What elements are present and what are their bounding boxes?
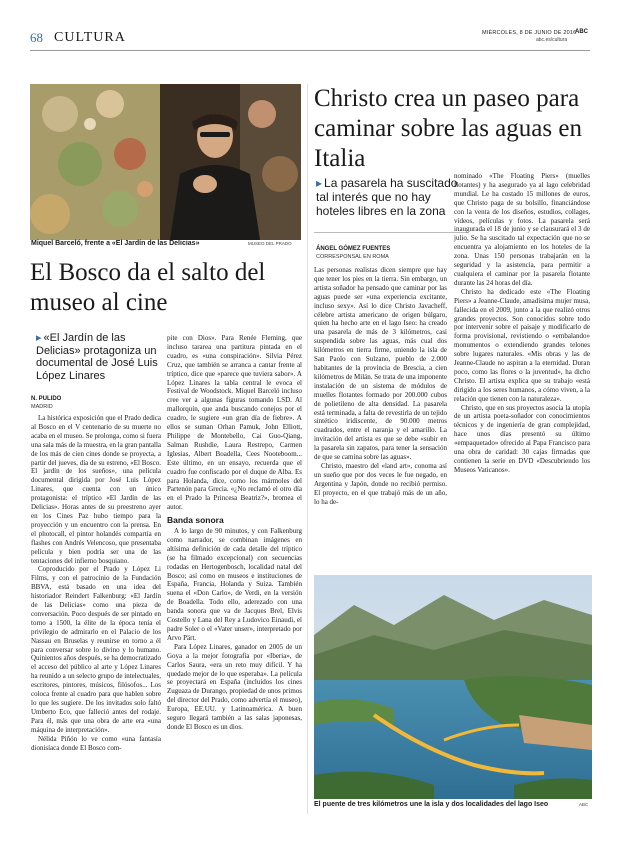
paragraph: Las personas realistas dicen siempre que hay que tener los pies en la tierra. Sin embargo, un artista soñador ha pensado que caminar por las aguas puede ser «una experiencia excitante, incluso sexy». Así lo dice Christo Javacheff, célebre artista americano de origen búlgaro, quien ha hecho arte en el lago Iseo: ha creado una pasarela de más de 3 kilómetros, casi suspendida sobre las aguas, más cual dos kilómetros en tierra firme, uniendo la isla de San Paolo con Sulzano, pueblo de 2.000 habitantes de la provincia de Brescia, a cien kilómetros de Milán. Se trata de una imponente instalación de un sistema de módulos de muelles flotantes formado por 200.000 cubos de polietileno de alta densidad. La pasarela está terminada, a falta de revestirla de un tejido sintético iridiscente, de 90.000 metros cuadrados, entre el naranja y el amarillo. La invitación del artista es que se debe «subir en la pasarela sin zapatos, para tener la sensación de que se camina sobre las aguas». — [314, 266, 447, 462]
paragraph: Nélida Piñón lo ve como «una fantasía dionisíaca donde El Bosco com- — [31, 734, 161, 752]
subheadline-text: «El Jardín de las Delicias» protagoniza un documental de José Luis López Linares — [36, 332, 158, 382]
paragraph: pite con Dios». Para Renée Fleming, que incluso tararea una partitura pintada en el cuadro, es «una conspiración». Silvia Pérez Cruz, que también se arranca a cantar frente al tríptico, dice que «parece que tuviera sabor». A López Linares la tabla central le evoca el Festival de Woodstock. Miquel Barceló incluso cree ver a algunas figuras tomando LSD. Al mallorquín, que anda buscando conejos por el cuadro, le sugiere «un gran día de fiebre». A ellos se suman Orhan Pamuk, John Elliott, Philippe de Montebello, Cai Guo-Qiang, Salman Rushdie, Laura Restrepo, Carmen Iglesias, Albert Boadella, Cees Nooteboom... Este último, en un ensayo, recuerda que el cuadro fue confiscado por el duque de Alba. Es para Holanda, dice, como los mármoles del Partenón para Grecia. «¿No reclamó el otro día en el Prado la Princesa Beatriz?», bromea el autor. — [167, 334, 302, 512]
barcelo-photo — [30, 84, 301, 240]
column-divider — [307, 84, 308, 814]
byline-divider — [314, 232, 468, 233]
lake-iseo-photo — [314, 575, 592, 799]
arrow-icon: ▸ — [36, 332, 42, 344]
subhead: Banda sonora — [167, 515, 224, 526]
header-divider — [30, 50, 590, 51]
paragraph: Christo, maestro del «land art», conoma así un sueño que por dos veces le fue negado, en Argentina y Japón, donde no recibió permiso. El proyecto, en el que trabajó más de un año, lo ha de- — [314, 461, 447, 506]
byline: N. PULIDO — [31, 396, 62, 402]
brand-logo: ABC — [575, 29, 588, 35]
byline: ÁNGEL GÓMEZ FUENTES — [316, 246, 391, 252]
paragraph: Para López Linares, ganador en 2005 de un Goya a la mejor fotografía por «Iberia», de Carlos Saura, «era un reto muy difícil. Y ha quedado mejor de lo que esperaba». La película se proyectará en España (incluidos los cines Zuguaza de Durango, propiedad de unos primos del director del Prado, como advertía el museo), Europa, EE.UU. y Latinoamérica. A buen seguro llegará también a las salas japonesas, donde El Bosco es un dios. — [167, 642, 302, 731]
section-url: abc.es/cultura — [536, 37, 568, 43]
right-headline: Christo crea un paseo para caminar sobre las aguas en Italia — [314, 85, 582, 172]
arrow-icon: ▸ — [316, 176, 323, 190]
paragraph: Christo ha dedicado este «The Floating Piers» a Jeanne-Claude, amadísima mujer musa, fallecida en el 2009, junto a la que realizó otros grandes proyectos. Son conocidos sobre todo por intervenir sobre el paisaje y modificarlo de forma provisional, revistiendo o «embalando» monumentos o extendiendo grandes telones sobre lugares naturales. «Mis obras y las de Jeanne-Claude no aspiran a la eternidad. Duran poco, como las flores o la juventud», ha dicho Christo. El artista explica que su trabajo «está dirigido a los seres humanos, a cómo viven, a la relación que tienen con la naturaleza». — [454, 287, 590, 403]
paragraph: La histórica exposición que el Prado dedica al Bosco en el V centenario de su muerte no acaba en el museo. Se prolonga, como si fuera una sala más de la muestra, en la gran pantalla de los más de cien cines donde se proyecta, a partir del jueves, día de su estreno, «El Bosco. El jardín de los sueños», una película documental dirigida por José Luis López Linares, que cuenta con un único protagonista: el tríptico «El Jardín de las Delicias». Horas antes de su preestreno ayer en los Cines Paz hubo tiempo para la proyección y un encuentro con la prensa. En el photocall, el pintor holandés compartía en flashes con Andrés Velencoso, que presentaba película y bien podría ser una de las tentaciones del infierno bosquiano. — [31, 414, 161, 565]
left-article-col1 — [31, 414, 161, 752]
issue-date: MIÉRCOLES, 8 DE JUNIO DE 2016 — [482, 30, 577, 36]
left-headline: El Bosco da el salto del museo al cine — [30, 259, 266, 316]
left-article-col2 — [167, 334, 302, 732]
photo-credit: ABC — [579, 802, 589, 807]
dateline: MADRID — [31, 404, 53, 410]
page-number: 68 — [30, 30, 43, 45]
paragraph: Christo, que en sus proyectos asocia la utopía de un artista poeta-soñador con conocimientos técnicos y de ingeniería de gran complejidad, hace unos días presentó su último «empaquetado» ofrecido al Papa Francisco para una obra de caridad: 30 cajas firmadas que contienen la serie en DVD «Descubriendo los Museos Vaticanos». — [454, 403, 590, 474]
right-article-col1 — [314, 266, 447, 506]
photo-credit: MUSEO DEL PRADO — [248, 241, 292, 246]
left-subheadline — [36, 332, 164, 382]
paragraph: A lo largo de 90 minutos, y con Falkenburg como narrador, se combinan imágenes en altísima definición de cada detalle del tríptico (se ha filmado excepcional) con secuencias rodadas en Hertogenbosch, localidad natal del Bosco; así como en museos e instituciones de España, Francia, Holanda y Suiza. También suena el «Don Carlo», de Verdi, en la versión de Boadella. Todo ello, aderezado con una banda sonora que va de Jacques Brel, Elvis Costello y Lana del Rey a Ludovico Einaudi, el padre Soler o el «Vater unser», interpretado por Arvo Pärt. — [167, 527, 302, 642]
photo-caption: Miquel Barceló, frente a «El Jardín de las Delicias» — [31, 240, 200, 247]
paragraph: Coproducido por el Prado y López Li Films, y con el patrocinio de la Fundación BBVA, está basado en una idea del historiador Reindert Falkenburg: «El Jardín de las Delicias» como una pieza de conversación. Poco después de ser pintado en torno a 1500, la élite de la época tenía el privilegio de admirarlo en el Palacio de los Nassau en Bruselas y reunirse en torno a él para conversar sobre lo divino y lo humano. Quinientos años después, se ha democratizado el acceso del público al arte y López Linares ha reunido a un selecto grupo de intelectuales, escritores, pintores, músicos, filósofos... Los coloca frente al cuadro para que hablen sobre lo que les sugiere. De los invitados solo faltó Umberto Eco, que falleció antes del rodaje. Para él, más que una obra de arte era «una máquina de interpretación». — [31, 565, 161, 734]
paragraph: nominado «The Floating Piers» (muelles flotantes) y ha asegurado ya al lago celebridad mundial. Le ha costado 15 millones de euros, que Christo paga de su bolsillo, financiándose con la venta de los diseños, estudios, collages, vídeos, películas y fotos. La pasarela será inaugurada el 18 de junio y se clausurará el 3 de julio. Se ha suscitado tal expectación que no se encuentra ya alojamiento en los hoteles de la zona. Unas 150 personas trabajarán en la seguridad y la asistencia, para permitir a cualquiera el caminar por la pasarela flotante durante las 24 horas del día. — [454, 172, 590, 287]
photo-caption: El puente de tres kilómetros une la isla y dos localidades del lago Iseo — [314, 801, 549, 808]
section-title: CULTURA — [54, 30, 126, 45]
subheadline-text: La pasarela ha suscitado tal interés que no hay hoteles libres en la zona — [316, 176, 458, 218]
right-article-col2 — [454, 172, 590, 475]
dateline: CORRESPONSAL EN ROMA — [316, 254, 389, 260]
right-subheadline — [316, 176, 468, 218]
